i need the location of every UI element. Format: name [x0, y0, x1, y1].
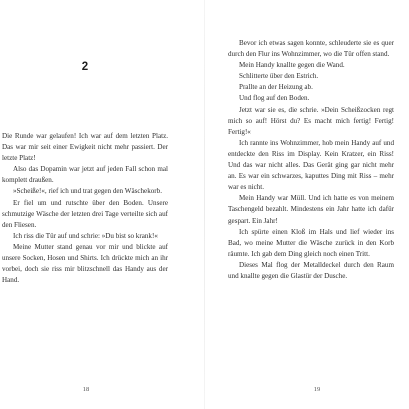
right-page: [205, 0, 409, 409]
paragraph: Die Runde war gelaufen! Ich war auf dem letzten Platz. Das war mir seit einer Ewigkeit nicht mehr passiert. Der letzte Platz!: [2, 132, 168, 163]
chapter-number: 2: [81, 61, 89, 73]
left-page: [0, 0, 204, 409]
paragraph: Mein Handy knallte gegen die Wand.: [239, 61, 345, 70]
right-page-text: [228, 38, 394, 282]
paragraph: Meine Mutter stand genau vor mir und blickte auf unsere Socken, Hosen und Shirts. Ich drückte mich an ihr vorbei, doch sie riss mir blitzschnell das Handy aus der Hand.: [2, 242, 168, 285]
paragraph: Jetzt war sie es, die schrie. »Dein Scheißzocken regt mich so auf! Hörst du? Es macht mich fertig! Fertig! Fertig!«: [228, 105, 394, 136]
left-page-text: [2, 131, 168, 286]
paragraph: Ich riss die Tür auf und schrie: »Du bist so krank!«: [13, 231, 158, 240]
paragraph: Schlitterte über den Estrich.: [239, 72, 319, 81]
paragraph: »Scheiße!«, rief ich und trat gegen den Wäschekorb.: [13, 187, 162, 196]
paragraph: Dieses Mal flog der Metalldeckel durch den Raum und knallte gegen die Glastür der Dusche.: [228, 260, 394, 280]
paragraph: Prallte an der Heizung ab.: [239, 83, 313, 92]
paragraph: Also das Dopamin war jetzt auf jeden Fall schon mal komplett draußen.: [2, 165, 168, 185]
paragraph: Bevor ich etwas sagen konnte, schleuderte sie es quer durch den Flur ins Wohnzimmer, wo die Tür offen stand.: [228, 39, 394, 59]
paragraph: Mein Handy war Müll. Und ich hatte es von meinem Taschengeld bezahlt. Mindestens ein Jahr hatte ich dafür gespart. Ein Jahr!: [228, 194, 394, 225]
paragraph: Ich rannte ins Wohnzimmer, hob mein Handy auf und entdeckte den Riss im Display. Kein Kratzer, ein Riss! Und das war nicht alles. Das Gerät ging gar nicht mehr an. Es war ein schwarzes, kaputtes Ding mit Riss – mehr war es nicht.: [228, 138, 394, 192]
paragraph: Und flog auf den Boden.: [239, 94, 310, 103]
page-number-right: 19: [313, 386, 321, 393]
paragraph: Er fiel um und rutschte über den Boden. Unsere schmutzige Wäsche der letzten drei Tage verteilte sich auf den Fliesen.: [2, 198, 168, 229]
paragraph: Ich spürte einen Kloß im Hals und lief wieder ins Bad, wo meine Mutter die Wäsche zurück in den Korb räumte. Ich gab dem Ding gleich noch einen Tritt.: [228, 227, 394, 258]
page-number-left: 18: [82, 386, 90, 393]
